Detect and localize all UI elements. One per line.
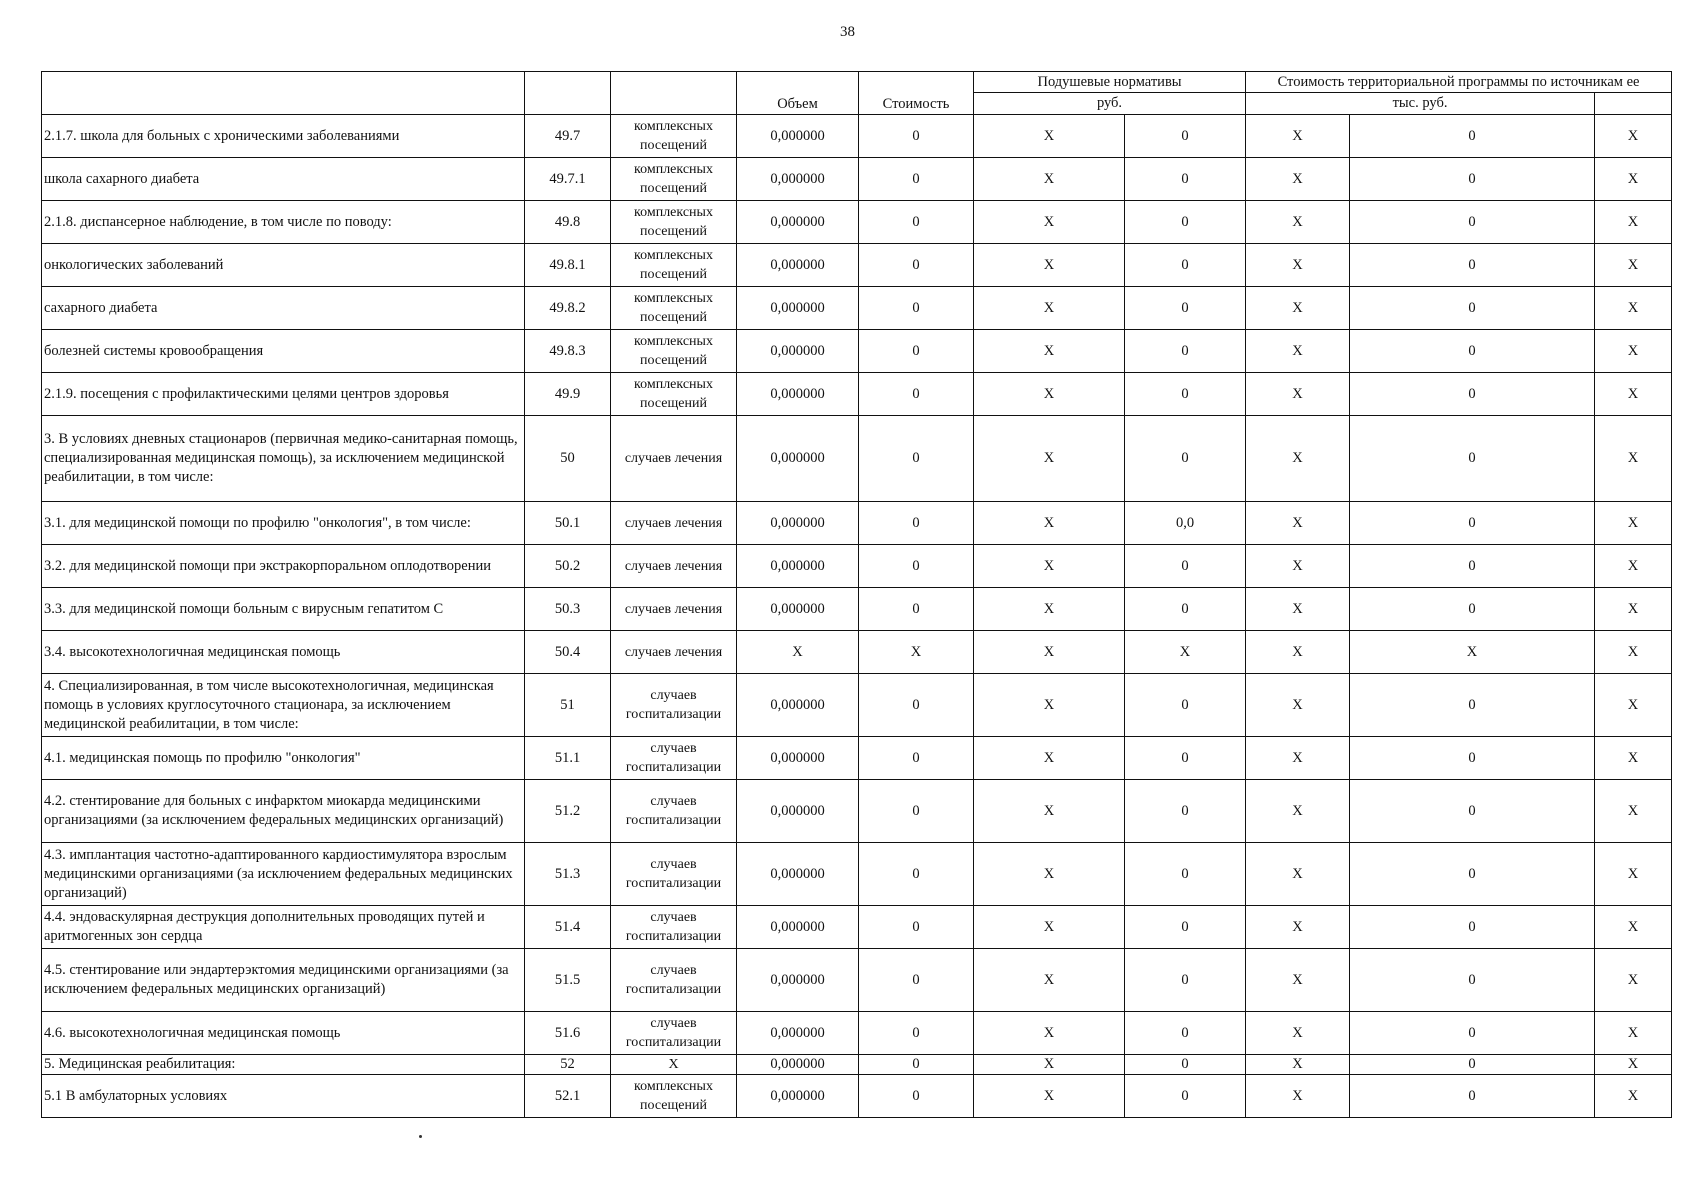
cell-c1: X: [974, 115, 1125, 158]
cell-c2: 0: [1125, 949, 1246, 1012]
cell-name: 4.6. высокотехнологичная медицинская помощь: [42, 1012, 525, 1055]
cell-c3: X: [1246, 373, 1350, 416]
header-cost: Стоимость: [859, 72, 974, 115]
cell-c5: X: [1595, 287, 1672, 330]
cell-code: 50.2: [525, 545, 611, 588]
cell-c3: X: [1246, 287, 1350, 330]
cell-unit: комплексных посещений: [611, 330, 737, 373]
table-row: [42, 158, 1672, 201]
cell-c2: 0: [1125, 287, 1246, 330]
cell-cost: 0: [859, 737, 974, 780]
cell-c2: 0: [1125, 330, 1246, 373]
cell-unit: случаев лечения: [611, 502, 737, 545]
cell-cost: 0: [859, 843, 974, 906]
cell-c3: X: [1246, 330, 1350, 373]
table-row: [42, 1055, 1672, 1075]
cell-c1: X: [974, 201, 1125, 244]
cell-c4: 0: [1350, 737, 1595, 780]
cell-cost: 0: [859, 1075, 974, 1118]
header-per-capita-unit: руб.: [974, 93, 1246, 115]
cell-c2: 0: [1125, 545, 1246, 588]
cell-unit: случаев госпитализации: [611, 843, 737, 906]
cell-code: 50.1: [525, 502, 611, 545]
cell-c2: 0: [1125, 115, 1246, 158]
header-volume: Объем: [737, 72, 859, 115]
cell-code: 52.1: [525, 1075, 611, 1118]
table-row: [42, 843, 1672, 906]
cell-c4: 0: [1350, 158, 1595, 201]
cell-unit: случаев госпитализации: [611, 906, 737, 949]
cell-c5: X: [1595, 115, 1672, 158]
cell-c5: X: [1595, 631, 1672, 674]
cell-volume: 0,000000: [737, 330, 859, 373]
cell-c4: 0: [1350, 906, 1595, 949]
cell-c1: X: [974, 780, 1125, 843]
cell-cost: 0: [859, 416, 974, 502]
table-row: [42, 287, 1672, 330]
cell-volume: 0,000000: [737, 1055, 859, 1075]
header-name-cell: [42, 72, 525, 115]
cell-name: 2.1.7. школа для больных с хроническими заболеваниями: [42, 115, 525, 158]
cell-c5: X: [1595, 1075, 1672, 1118]
cell-c5: X: [1595, 780, 1672, 843]
cell-c4: 0: [1350, 373, 1595, 416]
cell-c2: X: [1125, 631, 1246, 674]
cell-unit: комплексных посещений: [611, 244, 737, 287]
cell-name: болезней системы кровообращения: [42, 330, 525, 373]
cell-name: 4.2. стентирование для больных с инфарктом миокарда медицинскими организациями (за исключением федеральных медицинских организаций): [42, 780, 525, 843]
header-program-cost: Стоимость территориальной программы по источникам ее: [1246, 72, 1672, 93]
cell-name: 4.5. стентирование или эндартерэктомия медицинскими организациями (за исключением федеральных медицинских организаций): [42, 949, 525, 1012]
cell-c2: 0: [1125, 906, 1246, 949]
cell-code: 49.7: [525, 115, 611, 158]
cell-name: школа сахарного диабета: [42, 158, 525, 201]
cell-c5: X: [1595, 1055, 1672, 1075]
header-code-cell: [525, 72, 611, 115]
cell-code: 50.3: [525, 588, 611, 631]
cell-cost: 0: [859, 780, 974, 843]
cell-unit: X: [611, 1055, 737, 1075]
cell-unit: случаев госпитализации: [611, 1012, 737, 1055]
cell-c1: X: [974, 158, 1125, 201]
cell-unit: случаев лечения: [611, 545, 737, 588]
cell-cost: 0: [859, 674, 974, 737]
cell-c1: X: [974, 906, 1125, 949]
cell-c1: X: [974, 287, 1125, 330]
cell-c5: X: [1595, 244, 1672, 287]
cell-unit: случаев госпитализации: [611, 780, 737, 843]
table-header: [42, 72, 1672, 115]
cell-name: 5. Медицинская реабилитация:: [42, 1055, 525, 1075]
cell-name: 4.4. эндоваскулярная деструкция дополнительных проводящих путей и аритмогенных зон сердца: [42, 906, 525, 949]
cell-c3: X: [1246, 906, 1350, 949]
cell-c4: 0: [1350, 330, 1595, 373]
cell-cost: 0: [859, 115, 974, 158]
cell-c4: 0: [1350, 843, 1595, 906]
cell-c5: X: [1595, 737, 1672, 780]
cell-c3: X: [1246, 416, 1350, 502]
table-row: [42, 201, 1672, 244]
cell-c4: X: [1350, 631, 1595, 674]
cell-name: 3.2. для медицинской помощи при экстракорпоральном оплодотворении: [42, 545, 525, 588]
cell-c2: 0: [1125, 416, 1246, 502]
cell-name: 4.3. имплантация частотно-адаптированного кардиостимулятора взрослым медицинскими организациями (за исключением федеральных медицинских организаций): [42, 843, 525, 906]
table-row: [42, 737, 1672, 780]
cell-c5: X: [1595, 949, 1672, 1012]
cell-c4: 0: [1350, 674, 1595, 737]
cell-c3: X: [1246, 780, 1350, 843]
data-table: [41, 71, 1672, 1118]
cell-c1: X: [974, 1012, 1125, 1055]
cell-c3: X: [1246, 674, 1350, 737]
cell-c1: X: [974, 737, 1125, 780]
cell-unit: комплексных посещений: [611, 201, 737, 244]
cell-c3: X: [1246, 843, 1350, 906]
cell-code: 49.8: [525, 201, 611, 244]
cell-c2: 0: [1125, 780, 1246, 843]
cell-cost: 0: [859, 502, 974, 545]
cell-cost: 0: [859, 287, 974, 330]
table-row: [42, 949, 1672, 1012]
cell-c2: 0: [1125, 201, 1246, 244]
cell-name: 4.1. медицинская помощь по профилю "онкология": [42, 737, 525, 780]
cell-volume: 0,000000: [737, 588, 859, 631]
cell-c4: 0: [1350, 1075, 1595, 1118]
cell-c3: X: [1246, 949, 1350, 1012]
table-row: [42, 1012, 1672, 1055]
cell-unit: случаев госпитализации: [611, 737, 737, 780]
cell-c2: 0: [1125, 843, 1246, 906]
cell-code: 51: [525, 674, 611, 737]
cell-cost: X: [859, 631, 974, 674]
header-per-capita: Подушевые нормативы: [974, 72, 1246, 93]
cell-c3: X: [1246, 1055, 1350, 1075]
cell-code: 51.1: [525, 737, 611, 780]
header-unit-cell: [611, 72, 737, 115]
cell-c5: X: [1595, 843, 1672, 906]
table-row: [42, 330, 1672, 373]
cell-c2: 0: [1125, 737, 1246, 780]
cell-c2: 0: [1125, 674, 1246, 737]
cell-c3: X: [1246, 545, 1350, 588]
table-row: [42, 631, 1672, 674]
cell-c5: X: [1595, 502, 1672, 545]
cell-name: 3. В условиях дневных стационаров (первичная медико-санитарная помощь, специализированная медицинская помощь), за исключением медицинской реабилитации, в том числе:: [42, 416, 525, 502]
cell-c5: X: [1595, 416, 1672, 502]
cell-c5: X: [1595, 330, 1672, 373]
cell-c1: X: [974, 843, 1125, 906]
cell-c2: 0: [1125, 244, 1246, 287]
cell-c3: X: [1246, 1012, 1350, 1055]
cell-c1: X: [974, 502, 1125, 545]
cell-volume: 0,000000: [737, 115, 859, 158]
cell-c4: 0: [1350, 588, 1595, 631]
cell-volume: 0,000000: [737, 416, 859, 502]
header-program-cost-unit: тыс. руб.: [1246, 93, 1595, 115]
cell-name: сахарного диабета: [42, 287, 525, 330]
cell-c4: 0: [1350, 949, 1595, 1012]
cell-c1: X: [974, 330, 1125, 373]
cell-volume: 0,000000: [737, 158, 859, 201]
table-row: [42, 244, 1672, 287]
cell-cost: 0: [859, 201, 974, 244]
cell-code: 49.8.2: [525, 287, 611, 330]
cell-code: 51.4: [525, 906, 611, 949]
cell-volume: 0,000000: [737, 780, 859, 843]
page-number: 38: [840, 24, 855, 40]
cell-c3: X: [1246, 737, 1350, 780]
cell-c2: 0: [1125, 1012, 1246, 1055]
cell-unit: случаев лечения: [611, 416, 737, 502]
table-row: [42, 115, 1672, 158]
cell-c2: 0: [1125, 158, 1246, 201]
cell-c5: X: [1595, 588, 1672, 631]
cell-c4: 0: [1350, 1055, 1595, 1075]
cell-unit: случаев лечения: [611, 588, 737, 631]
cell-c5: X: [1595, 674, 1672, 737]
cell-c5: X: [1595, 545, 1672, 588]
cell-volume: 0,000000: [737, 287, 859, 330]
cell-c4: 0: [1350, 201, 1595, 244]
cell-code: 50.4: [525, 631, 611, 674]
cell-name: 3.1. для медицинской помощи по профилю "онкология", в том числе:: [42, 502, 525, 545]
cell-c3: X: [1246, 588, 1350, 631]
cell-code: 49.8.1: [525, 244, 611, 287]
cell-c3: X: [1246, 115, 1350, 158]
cell-volume: 0,000000: [737, 843, 859, 906]
cell-code: 51.3: [525, 843, 611, 906]
cell-c1: X: [974, 631, 1125, 674]
table-row: [42, 416, 1672, 502]
cell-c4: 0: [1350, 115, 1595, 158]
cell-c2: 0: [1125, 1055, 1246, 1075]
cell-unit: комплексных посещений: [611, 373, 737, 416]
cell-code: 51.2: [525, 780, 611, 843]
cell-c2: 0: [1125, 1075, 1246, 1118]
cell-name: 2.1.9. посещения с профилактическими целями центров здоровья: [42, 373, 525, 416]
table-row: [42, 1075, 1672, 1118]
cell-c2: 0,0: [1125, 502, 1246, 545]
table-row: [42, 545, 1672, 588]
cell-c4: 0: [1350, 287, 1595, 330]
cell-cost: 0: [859, 158, 974, 201]
cell-c4: 0: [1350, 244, 1595, 287]
cell-c5: X: [1595, 201, 1672, 244]
cell-code: 49.9: [525, 373, 611, 416]
cell-c1: X: [974, 1055, 1125, 1075]
cell-unit: комплексных посещений: [611, 1075, 737, 1118]
cell-cost: 0: [859, 1012, 974, 1055]
cell-cost: 0: [859, 373, 974, 416]
cell-volume: 0,000000: [737, 244, 859, 287]
cell-cost: 0: [859, 949, 974, 1012]
cell-volume: 0,000000: [737, 1012, 859, 1055]
cell-code: 52: [525, 1055, 611, 1075]
cell-cost: 0: [859, 330, 974, 373]
cell-c2: 0: [1125, 373, 1246, 416]
cell-c5: X: [1595, 158, 1672, 201]
cell-code: 50: [525, 416, 611, 502]
cell-code: 51.6: [525, 1012, 611, 1055]
cell-c4: 0: [1350, 416, 1595, 502]
cell-c5: X: [1595, 1012, 1672, 1055]
cell-name: 5.1 В амбулаторных условиях: [42, 1075, 525, 1118]
cell-volume: 0,000000: [737, 502, 859, 545]
cell-c1: X: [974, 588, 1125, 631]
cell-c3: X: [1246, 631, 1350, 674]
table-row: [42, 780, 1672, 843]
cell-c5: X: [1595, 373, 1672, 416]
cell-volume: X: [737, 631, 859, 674]
cell-cost: 0: [859, 588, 974, 631]
cell-c1: X: [974, 545, 1125, 588]
table-row: [42, 674, 1672, 737]
cell-volume: 0,000000: [737, 373, 859, 416]
cell-c1: X: [974, 949, 1125, 1012]
cell-c3: X: [1246, 201, 1350, 244]
cell-volume: 0,000000: [737, 545, 859, 588]
cell-code: 49.8.3: [525, 330, 611, 373]
cell-cost: 0: [859, 1055, 974, 1075]
cell-c1: X: [974, 244, 1125, 287]
cell-c3: X: [1246, 244, 1350, 287]
cell-cost: 0: [859, 244, 974, 287]
cell-unit: комплексных посещений: [611, 287, 737, 330]
cell-name: 3.4. высокотехнологичная медицинская помощь: [42, 631, 525, 674]
cell-unit: случаев госпитализации: [611, 949, 737, 1012]
cell-c4: 0: [1350, 780, 1595, 843]
table-row: [42, 373, 1672, 416]
cell-name: 4. Специализированная, в том числе высокотехнологичная, медицинская помощь в условиях круглосуточного стационара, за исключением медицинской реабилитации, в том числе:: [42, 674, 525, 737]
cell-c1: X: [974, 674, 1125, 737]
cell-volume: 0,000000: [737, 737, 859, 780]
table-body: [42, 115, 1672, 1118]
scan-speck: [419, 1135, 422, 1138]
cell-c1: X: [974, 416, 1125, 502]
cell-volume: 0,000000: [737, 674, 859, 737]
cell-unit: комплексных посещений: [611, 115, 737, 158]
cell-cost: 0: [859, 906, 974, 949]
cell-unit: случаев госпитализации: [611, 674, 737, 737]
cell-c4: 0: [1350, 502, 1595, 545]
cell-code: 49.7.1: [525, 158, 611, 201]
table-row: [42, 502, 1672, 545]
cell-c5: X: [1595, 906, 1672, 949]
cell-volume: 0,000000: [737, 949, 859, 1012]
cell-unit: комплексных посещений: [611, 158, 737, 201]
cell-c4: 0: [1350, 1012, 1595, 1055]
cell-c3: X: [1246, 158, 1350, 201]
cell-c1: X: [974, 1075, 1125, 1118]
cell-name: 2.1.8. диспансерное наблюдение, в том числе по поводу:: [42, 201, 525, 244]
cell-volume: 0,000000: [737, 201, 859, 244]
cell-cost: 0: [859, 545, 974, 588]
header-empty-cell: [1595, 93, 1672, 115]
cell-c3: X: [1246, 1075, 1350, 1118]
cell-c1: X: [974, 373, 1125, 416]
cell-name: онкологических заболеваний: [42, 244, 525, 287]
cell-volume: 0,000000: [737, 1075, 859, 1118]
cell-c3: X: [1246, 502, 1350, 545]
cell-unit: случаев лечения: [611, 631, 737, 674]
table-row: [42, 588, 1672, 631]
cell-name: 3.3. для медицинской помощи больным с вирусным гепатитом С: [42, 588, 525, 631]
cell-code: 51.5: [525, 949, 611, 1012]
table-row: [42, 906, 1672, 949]
cell-c2: 0: [1125, 588, 1246, 631]
cell-volume: 0,000000: [737, 906, 859, 949]
cell-c4: 0: [1350, 545, 1595, 588]
